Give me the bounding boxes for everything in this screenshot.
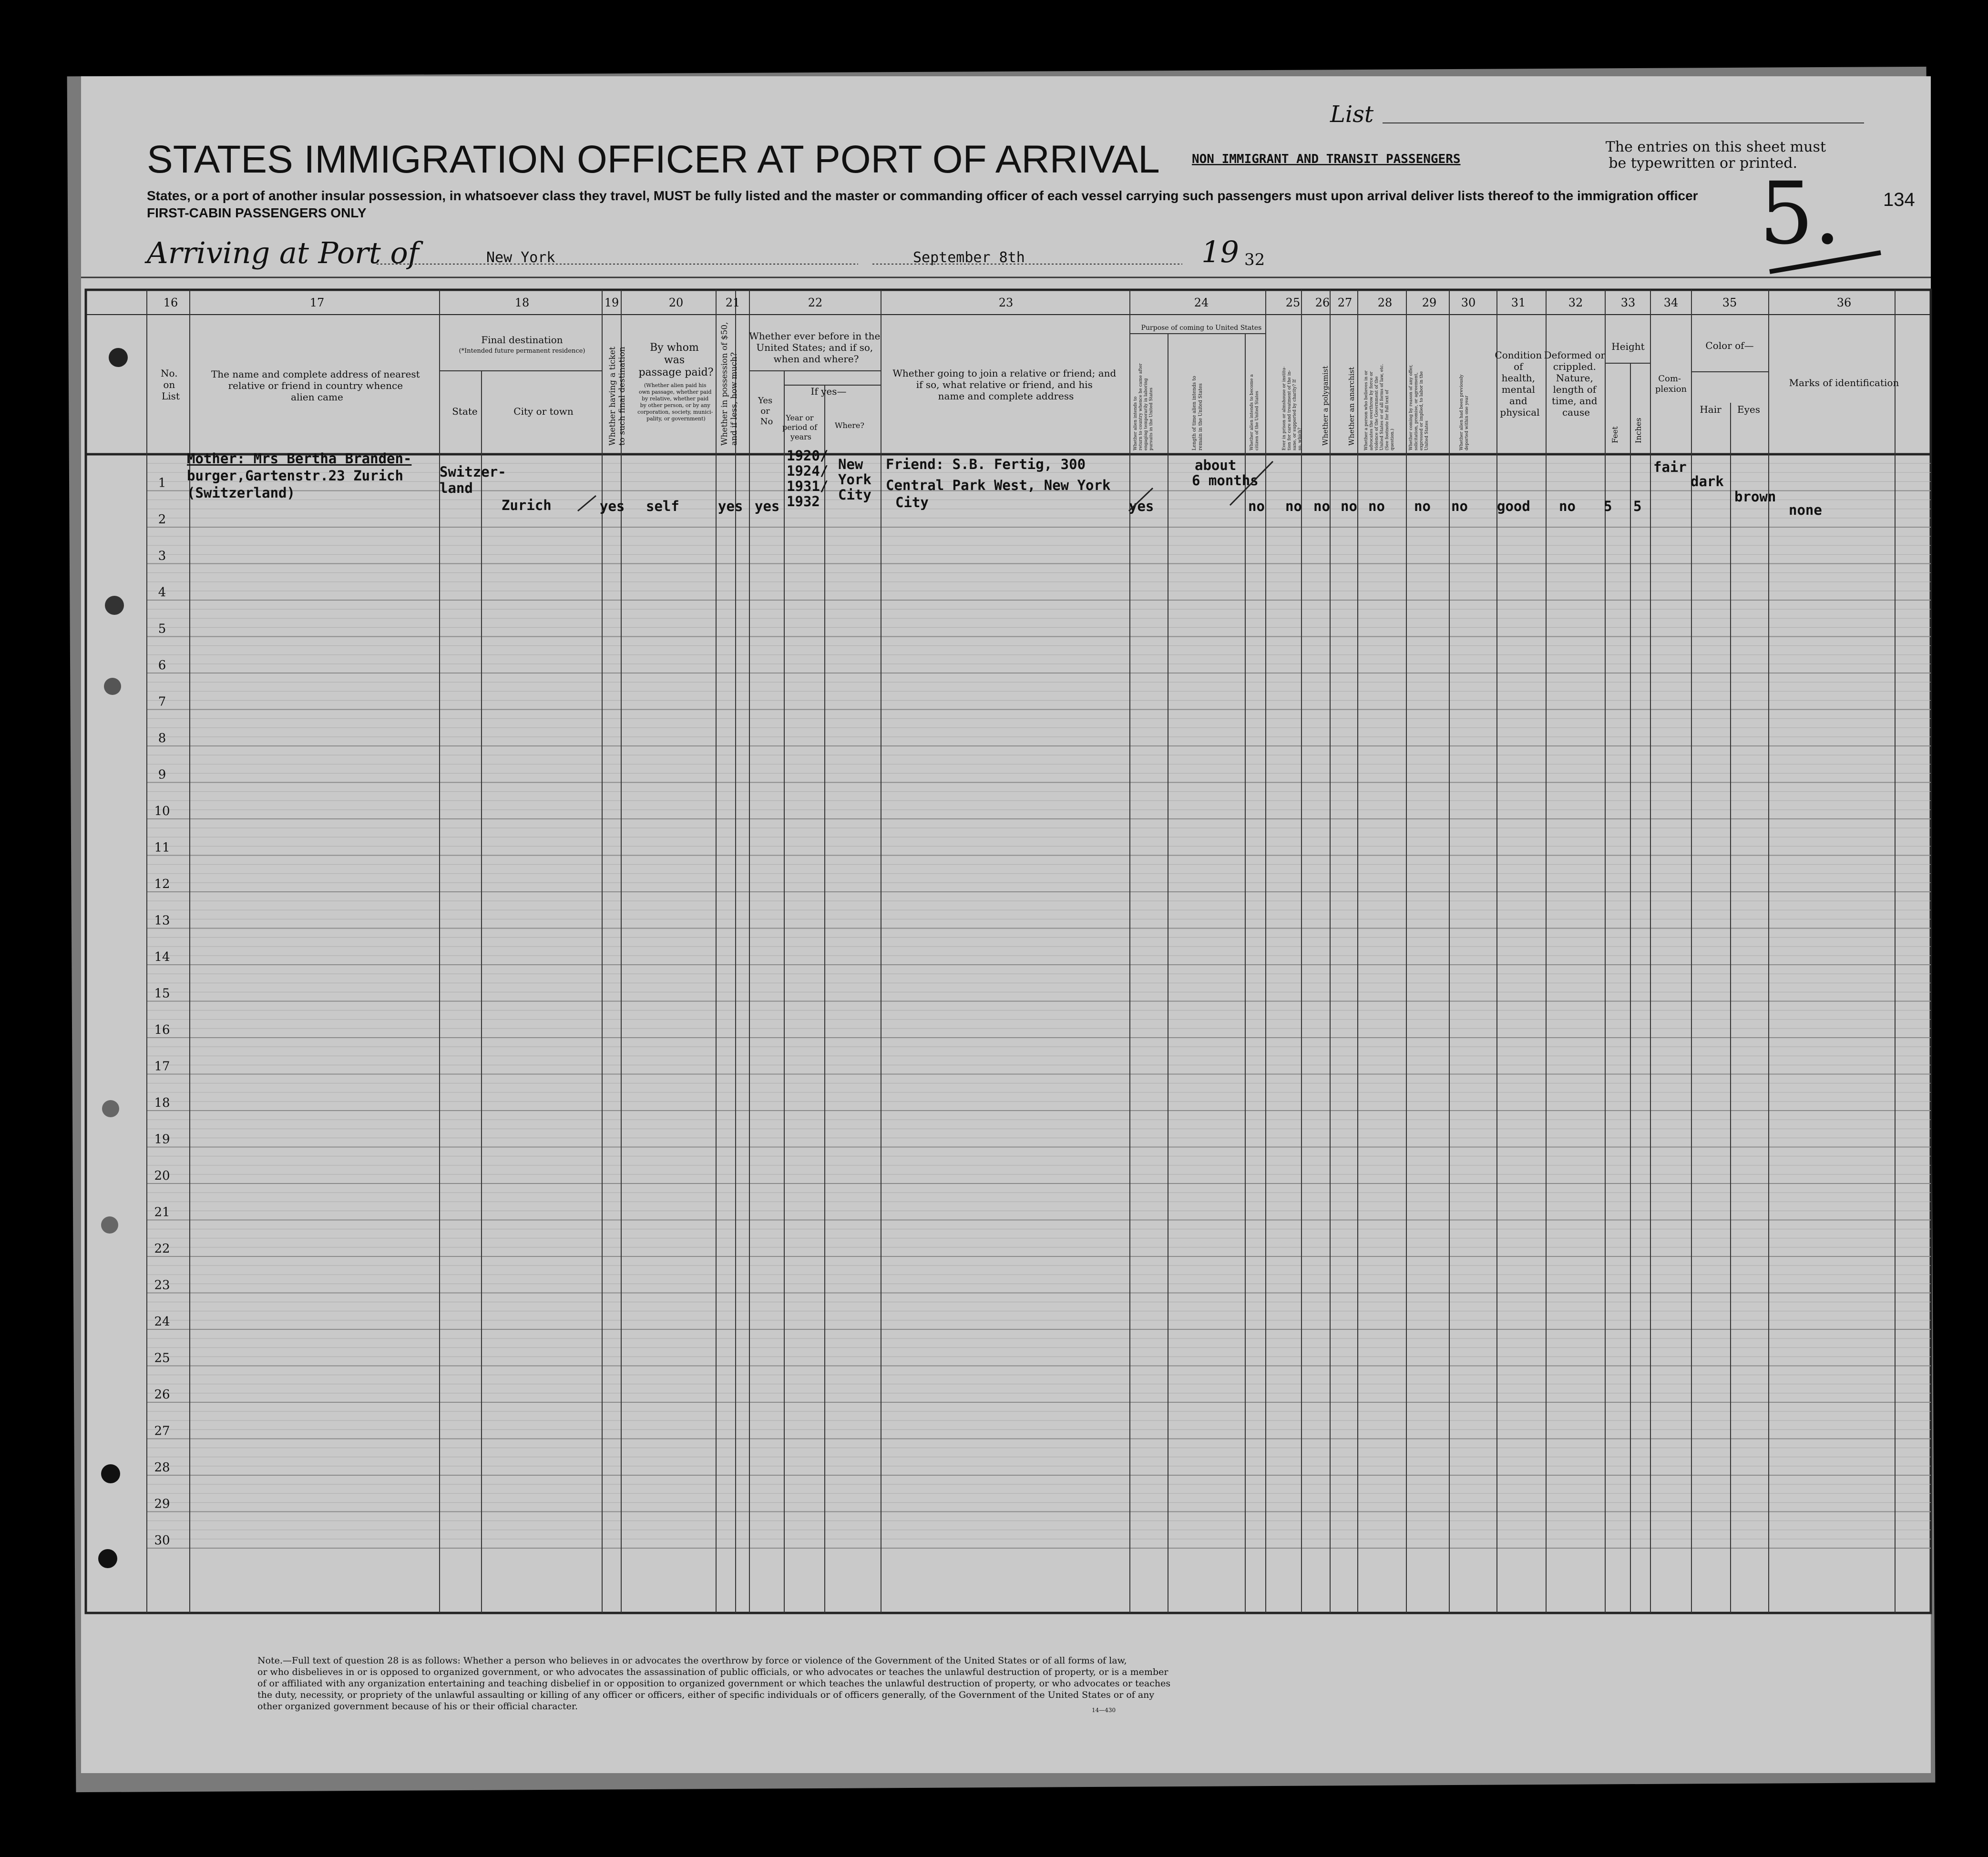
column-number: 19 xyxy=(604,296,619,309)
deformed-value: no xyxy=(1559,498,1576,514)
relative-line-2: burger,Gartenstr.23 Zurich xyxy=(187,468,403,484)
col20-header: By whom was passage paid? xyxy=(638,342,714,378)
row-number: 2 xyxy=(158,512,166,527)
row-number: 20 xyxy=(154,1169,170,1183)
col28-header: Whether a person who believes in or advocates the overthrow by force or violence of the Government of the United States or of all forms of law, etc. (See footnote for full text of question.) xyxy=(1364,364,1395,450)
footnote xyxy=(257,1655,1170,1714)
column-number: 16 xyxy=(163,296,178,309)
where-line-3: City xyxy=(838,487,871,503)
before-in-us-value: yes xyxy=(755,498,780,514)
row-number: 8 xyxy=(158,731,166,745)
top-note-line-1: The entries on this sheet must xyxy=(1605,139,1826,155)
binder-hole xyxy=(101,1216,118,1234)
col22-yes-no-header: Yes or No xyxy=(758,396,773,427)
city-value: Zurich xyxy=(502,497,552,513)
column-number: 20 xyxy=(668,296,684,309)
column-number: 36 xyxy=(1836,296,1852,309)
binder-hole xyxy=(104,678,121,695)
binder-hole xyxy=(102,1100,119,1117)
footnote-line-1: Note.—Full text of question 28 is as follows: Whether a person who believes in or advocates the overthrow by force or violence of the Government of the United States or of all forms of law, xyxy=(257,1655,1127,1666)
prison-value: no xyxy=(1285,498,1302,514)
column-number: 32 xyxy=(1568,296,1583,309)
form-title: STATES IMMIGRATION OFFICER AT PORT OF ARRIVAL xyxy=(147,138,1160,181)
binder-hole xyxy=(105,596,124,615)
column-number: 17 xyxy=(309,296,325,309)
row-number: 5 xyxy=(158,622,166,636)
col18-state-header: State xyxy=(452,406,478,417)
length-line-1: about xyxy=(1195,457,1237,473)
ticket-value: yes xyxy=(600,498,625,514)
col17-header: The name and complete address of nearest relative or friend in country whence alien came xyxy=(211,368,420,403)
col22-if-yes-header: If yes— xyxy=(810,386,847,397)
column-number: 34 xyxy=(1663,296,1679,309)
year-prefix: 19 xyxy=(1201,235,1239,269)
deported-value: no xyxy=(1451,498,1468,514)
col35-hair-header: Hair xyxy=(1700,404,1722,415)
col24c-header: Whether alien intends to become a citizen of the United States xyxy=(1250,374,1260,450)
row-number: 3 xyxy=(158,549,166,563)
citizen-value: no xyxy=(1248,498,1265,514)
row-number: 21 xyxy=(154,1205,170,1220)
relative-line-1: Mother: Mrs Bertha Branden- xyxy=(187,450,412,467)
col22-header: Whether ever before in the United States; and if so, when and where? xyxy=(749,330,881,365)
col23-header: Whether going to join a relative or friend; and if so, what relative or friend, and his name and complete address xyxy=(892,367,1117,402)
years-line-1: 1920/ xyxy=(787,448,829,464)
col24a-header: Whether alien intends to return to country whence he came after engaging temporarily in laboring pursuits in the United States xyxy=(1133,363,1154,450)
return-value: yes xyxy=(1129,498,1154,514)
col24-header: Purpose of coming to United States xyxy=(1141,324,1262,332)
column-headers xyxy=(161,319,1899,451)
port-label: Arriving at Port of xyxy=(147,235,419,270)
check-mark xyxy=(578,496,596,511)
column-number: 18 xyxy=(514,296,530,309)
col22-year-header: Year or period of years xyxy=(782,413,817,441)
col34-header: Com- plexion xyxy=(1655,374,1687,394)
col26-header: Whether a polygamist xyxy=(1321,366,1330,446)
column-number: 27 xyxy=(1337,296,1353,309)
col27-header: Whether an anarchist xyxy=(1347,367,1356,446)
binder-hole xyxy=(98,1549,117,1568)
col33-header: Height xyxy=(1611,341,1645,352)
column-number: 31 xyxy=(1511,296,1526,309)
list-label: List xyxy=(1330,101,1374,128)
column-numbers xyxy=(164,296,1852,309)
complexion-value: fair xyxy=(1653,459,1687,475)
eyes-value: brown xyxy=(1734,489,1776,505)
column-number: 21 xyxy=(725,296,740,309)
col20-subheader: (Whether alien paid his own passage, whether paid by relative, whether paid by other person, or by any corporation, society, munici- pality, or government) xyxy=(637,382,713,422)
row-number: 29 xyxy=(154,1497,170,1511)
col22-where-header: Where? xyxy=(835,421,864,430)
column-number: 23 xyxy=(998,296,1014,309)
list-number: 5. xyxy=(1759,164,1841,264)
col35-header: Color of— xyxy=(1705,340,1754,351)
column-number: 24 xyxy=(1194,296,1209,309)
fifty-dollars-value: yes xyxy=(718,498,743,514)
join-line-3: City xyxy=(895,494,929,510)
col18-subheader: (*Intended future permanent residence) xyxy=(459,347,585,355)
top-note-line-2: be typewritten or printed. xyxy=(1609,155,1797,172)
overthrow-value: no xyxy=(1368,498,1385,514)
row-number: 1 xyxy=(158,476,166,490)
row-number: 19 xyxy=(154,1132,170,1147)
footnote-line-5: other organized government because of his or their official character. xyxy=(257,1701,578,1712)
col29-header: Whether coming by reason of any offer, solicitation, promise, or agreement, expressed or implied, to labor in the United States xyxy=(1409,365,1429,450)
binder-holes xyxy=(98,348,128,1568)
col18-header: Final destination xyxy=(481,334,563,346)
row-number: 15 xyxy=(154,986,170,1001)
column-number: 26 xyxy=(1315,296,1330,309)
col18-city-header: City or town xyxy=(513,406,574,417)
col24b-header: Length of time alien intends to remain in the United States xyxy=(1192,376,1203,450)
instructions-line-1: States, or a port of another insular possession, in whatsoever class they travel, MUST be fully listed and the master or commanding officer of each vessel carrying such passengers must upon arrival deliver lists thereof to the immigration officer xyxy=(147,188,1698,203)
col25-header: Ever in prison or almshouse or institu- tion for care and treatment of the in- sane, or supported by charity? If so, which? xyxy=(1282,367,1302,450)
col33-feet-header: Feet xyxy=(1610,426,1619,443)
join-line-2: Central Park West, New York xyxy=(886,477,1111,493)
row-number: 16 xyxy=(154,1023,170,1037)
column-number: 28 xyxy=(1377,296,1393,309)
relative-line-3: (Switzerland) xyxy=(187,485,295,501)
footnote-line-4: the duty, necessity, or propriety of the unlawful assaulting or killing of any officer or officers, either of specific individuals or of officers generally, of the Government of the United States or of any xyxy=(257,1690,1155,1700)
row-number: 27 xyxy=(154,1424,170,1439)
where-line-1: New xyxy=(838,456,863,472)
instructions-line-2: FIRST-CABIN PASSENGERS ONLY xyxy=(147,205,367,220)
col16-header: No. on List xyxy=(161,367,180,402)
col36-header: Marks of identification xyxy=(1789,377,1899,388)
form-number: 14—430 xyxy=(1092,1707,1116,1714)
column-number: 30 xyxy=(1461,296,1476,309)
row-number: 26 xyxy=(154,1388,170,1402)
polygamist-value: no xyxy=(1313,498,1330,514)
marks-value: none xyxy=(1789,502,1822,518)
row-number: 6 xyxy=(158,658,166,673)
row-number: 30 xyxy=(154,1533,170,1548)
col30-header: Whether alien had been previously deported within one year xyxy=(1459,374,1469,450)
binder-hole xyxy=(101,1464,120,1483)
year-suffix: 32 xyxy=(1244,250,1265,269)
height-inches-value: 5 xyxy=(1633,498,1642,514)
row-number: 17 xyxy=(154,1059,170,1074)
height-feet-value: 5 xyxy=(1604,498,1612,514)
col19-header: Whether having a ticket to such final destination xyxy=(608,347,627,446)
column-number: 25 xyxy=(1285,296,1301,309)
row-number: 9 xyxy=(158,767,166,782)
row-number: 23 xyxy=(154,1278,170,1293)
length-line-2: 6 months xyxy=(1192,472,1259,489)
column-number: 33 xyxy=(1620,296,1636,309)
row-number: 12 xyxy=(154,877,170,891)
state-line-2: land xyxy=(440,480,473,496)
page-number: 134 xyxy=(1883,189,1915,210)
row-number: 7 xyxy=(158,694,166,709)
anarchist-value: no xyxy=(1341,498,1357,514)
col31-header: Condition of health, mental and physical xyxy=(1495,349,1542,418)
row-number: 24 xyxy=(154,1315,170,1329)
column-number: 22 xyxy=(808,296,823,309)
passenger-row-1 xyxy=(187,448,1822,518)
row-number: 25 xyxy=(154,1351,170,1366)
row-number: 11 xyxy=(154,840,170,855)
footnote-line-3: of or affiliated with any organization entertaining and teaching disbelief in or opposition to organized government or which teaches the unlawful destruction of property, or who advocates or teaches xyxy=(257,1678,1171,1689)
col33-inches-header: Inches xyxy=(1634,418,1643,443)
passage-paid-value: self xyxy=(646,498,679,514)
non-immigrant-stamp: NON IMMIGRANT AND TRANSIT PASSENGERS xyxy=(1192,152,1461,166)
labor-offer-value: no xyxy=(1414,498,1431,514)
footnote-line-2: or who disbelieves in or is opposed to organized government, or who advocates the assassination of public officials, or who advocates or teaches the unlawful destruction of property, or is a member xyxy=(257,1667,1168,1677)
row-number: 22 xyxy=(154,1242,170,1256)
col32-header: Deformed or crippled. Nature, length of time, and cause xyxy=(1544,349,1606,418)
where-line-2: York xyxy=(838,471,871,488)
col35-eyes-header: Eyes xyxy=(1737,404,1760,415)
row-number: 10 xyxy=(154,804,170,818)
years-line-3: 1931/ xyxy=(787,478,829,494)
binder-hole xyxy=(109,348,128,367)
years-line-2: 1924/ xyxy=(787,463,829,479)
health-value: good xyxy=(1497,498,1530,514)
row-number: 4 xyxy=(158,585,166,600)
row-number: 13 xyxy=(154,913,170,928)
column-number: 29 xyxy=(1422,296,1437,309)
row-number: 14 xyxy=(154,950,170,964)
row-rules xyxy=(147,463,1931,1548)
join-line-1: Friend: S.B. Fertig, 300 xyxy=(886,456,1086,472)
row-number: 18 xyxy=(154,1096,170,1110)
column-number: 35 xyxy=(1722,296,1737,309)
date-value: September 8th xyxy=(913,249,1025,266)
port-value: New York xyxy=(486,249,555,266)
row-number: 28 xyxy=(154,1460,170,1475)
state-line-1: Switzer- xyxy=(440,464,506,480)
years-line-4: 1932 xyxy=(787,493,820,510)
col21-header: Whether in possession of $50, and if less, how much? xyxy=(720,322,739,446)
hair-value: dark xyxy=(1691,473,1724,490)
